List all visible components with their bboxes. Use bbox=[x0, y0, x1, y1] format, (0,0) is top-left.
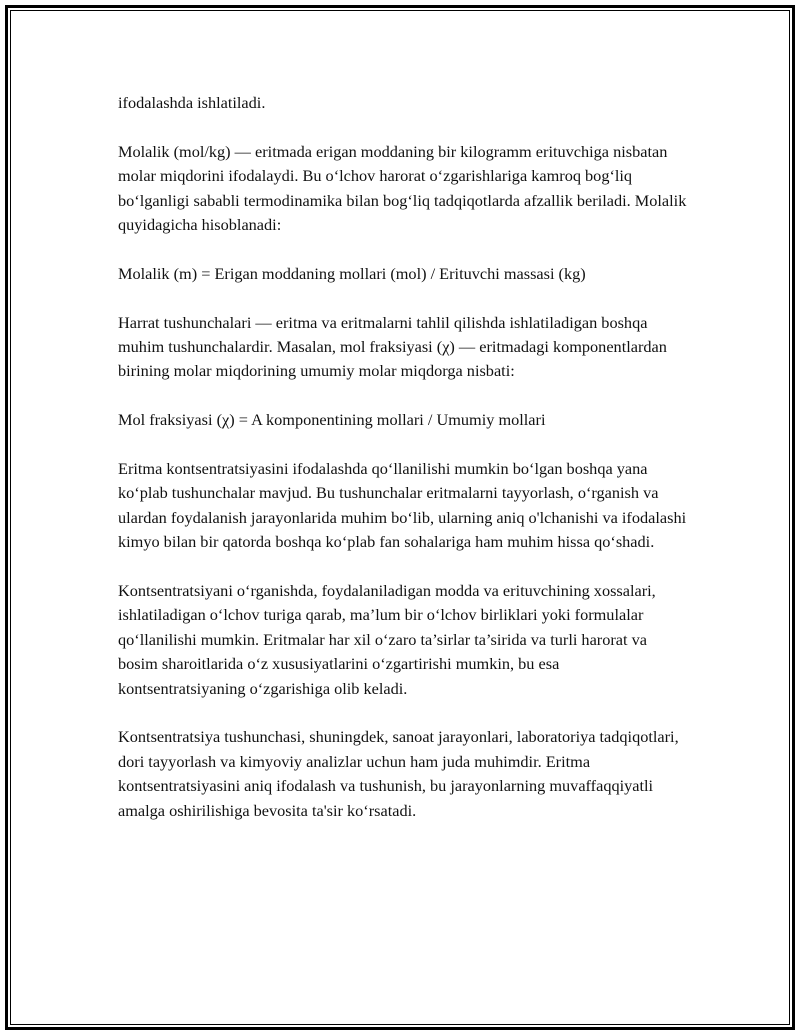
formula-molality: Molalik (m) = Erigan moddaning mollari (mol) / Erituvchi massasi (kg) bbox=[118, 263, 586, 283]
paragraph-molality: Molalik (mol/kg) — eritmada erigan moddaning bir kilogramm erituvchiga nisbatan molar miqdorini ifodalaydi. Bu o‘lchov harorat o‘zgarishlariga kamroq bog‘liq bo‘lganligi sababli termodinamika bilan bog‘liq tadqiqotlarda afzallik beriladi. Molalik quyidagicha hisoblanadi: bbox=[118, 141, 687, 235]
paragraph-studying-concentration: Kontsentratsiyani o‘rganishda, foydalaniladigan modda va erituvchining xossalari, ishlatiladigan o‘lchov turiga qarab, ma’lum bir o‘lchov birliklari yoki formulalar qo‘llanilishi mumkin. Eritmalar har xil o‘zaro ta’sirlar ta’sirida va turli harorat va bosim sharoitlarida o‘z xususiyatlarini o‘zgartirishi mumkin, bu esa kontsentratsiyaning o‘zgarishiga olib keladi. bbox=[118, 581, 656, 698]
paragraph-other-concepts: Harrat tushunchalari — eritma va eritmalarni tahlil qilishda ishlatiladigan boshqa muhim tushunchalardir. Masalan, mol fraksiyasi (χ) — eritmadagi komponentlardan birining molar miqdorining umumiy molar miqdorga nisbati: bbox=[118, 312, 667, 381]
paragraph-other-terms: Eritma kontsentratsiyasini ifodalashda qo‘llanilishi mumkin bo‘lgan boshqa yana ko‘plab tushunchalar mavjud. Bu tushunchalar eritmalarni tayyorlash, o‘rganish va ulardan foydalanish jarayonlarida muhim bo‘lib, ularning aniq o'lchanishi va ifodalashi kimyo bilan bir qatorda boshqa ko‘plab fan sohalariga ham muhim hissa qo‘shadi. bbox=[118, 459, 687, 552]
paragraph-continuation: ifodalashda ishlatiladi. bbox=[118, 93, 266, 112]
formula-mole-fraction: Mol fraksiyasi (χ) = A komponentining mollari / Umumiy mollari bbox=[118, 410, 546, 430]
paragraph-importance: Kontsentratsiya tushunchasi, shuningdek, sanoat jarayonlari, laboratoriya tadqiqotlari, dori tayyorlash va kimyoviy analizlar uchun ham juda muhimdir. Eritma kontsentratsiyasini aniq ifodalash va tushunish, bu jarayonlarning muvaffaqqiyatli amalga oshirilishiga bevosita ta'sir ko‘rsatadi. bbox=[118, 727, 679, 820]
document-body bbox=[118, 91, 688, 847]
